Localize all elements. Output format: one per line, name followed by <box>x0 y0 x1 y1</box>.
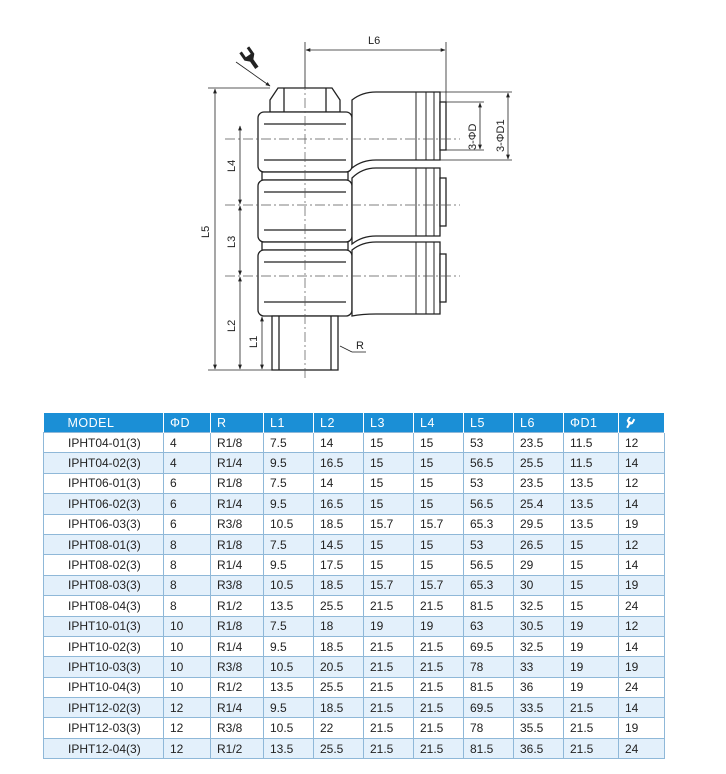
model-cell: IPHT06-02(3) <box>44 494 164 514</box>
table-row <box>44 494 665 514</box>
value-cell: 7.5 <box>264 616 314 636</box>
value-cell: 18.5 <box>314 514 364 534</box>
value-cell: 21.5 <box>564 738 619 758</box>
value-cell: 12 <box>164 738 211 758</box>
value-cell: 8 <box>164 534 211 554</box>
value-cell: 8 <box>164 575 211 595</box>
value-cell: 21.5 <box>364 596 414 616</box>
table-row <box>44 453 665 473</box>
table-row <box>44 616 665 636</box>
value-cell: R1/4 <box>211 453 264 473</box>
value-cell: 23.5 <box>514 433 564 453</box>
value-cell: R1/8 <box>211 433 264 453</box>
model-cell: IPHT08-04(3) <box>44 596 164 616</box>
value-cell: 15 <box>564 534 619 554</box>
value-cell: 35.5 <box>514 718 564 738</box>
value-cell: 7.5 <box>264 534 314 554</box>
table-row <box>44 534 665 554</box>
model-cell: IPHT12-02(3) <box>44 698 164 718</box>
value-cell: 20.5 <box>314 657 364 677</box>
value-cell: 19 <box>364 616 414 636</box>
value-cell: R1/8 <box>211 473 264 493</box>
value-cell: 78 <box>464 657 514 677</box>
value-cell: 25.5 <box>314 738 364 758</box>
value-cell: 15 <box>414 433 464 453</box>
model-cell: IPHT10-03(3) <box>44 657 164 677</box>
label-l6: L6 <box>368 35 381 47</box>
value-cell: 21.5 <box>564 698 619 718</box>
value-cell: 19 <box>619 514 665 534</box>
value-cell: 14 <box>314 433 364 453</box>
value-cell: 18.5 <box>314 698 364 718</box>
value-cell: 18 <box>314 616 364 636</box>
value-cell: 81.5 <box>464 677 514 697</box>
wrench-icon <box>625 417 637 429</box>
value-cell: 12 <box>619 534 665 554</box>
value-cell: 69.5 <box>464 636 514 656</box>
value-cell: 21.5 <box>414 677 464 697</box>
value-cell: 12 <box>164 718 211 738</box>
value-cell: 23.5 <box>514 473 564 493</box>
table-row <box>44 575 665 595</box>
label-l1: L1 <box>248 335 260 348</box>
value-cell: 18.5 <box>314 575 364 595</box>
table-row <box>44 555 665 575</box>
value-cell: R1/4 <box>211 698 264 718</box>
model-cell: IPHT04-01(3) <box>44 433 164 453</box>
value-cell: 15.7 <box>364 575 414 595</box>
model-cell: IPHT08-03(3) <box>44 575 164 595</box>
value-cell: 19 <box>564 657 619 677</box>
value-cell: R3/8 <box>211 575 264 595</box>
value-cell: 21.5 <box>414 698 464 718</box>
model-cell: IPHT08-01(3) <box>44 534 164 554</box>
model-cell: IPHT12-03(3) <box>44 718 164 738</box>
value-cell: 21.5 <box>364 698 414 718</box>
table-row <box>44 698 665 718</box>
value-cell: R1/4 <box>211 555 264 575</box>
label-l3: L3 <box>226 235 238 248</box>
header-cell: L2 <box>314 413 364 433</box>
table-row <box>44 433 665 453</box>
value-cell: 19 <box>564 636 619 656</box>
label-l2: L2 <box>226 319 238 332</box>
value-cell: 10 <box>164 636 211 656</box>
value-cell: 15 <box>564 575 619 595</box>
value-cell: 11.5 <box>564 433 619 453</box>
value-cell: 33 <box>514 657 564 677</box>
value-cell: 14.5 <box>314 534 364 554</box>
value-cell: R1/2 <box>211 677 264 697</box>
value-cell: 21.5 <box>364 636 414 656</box>
value-cell: 18.5 <box>314 636 364 656</box>
value-cell: 15 <box>414 473 464 493</box>
table-header-row <box>44 413 665 433</box>
label-phi-d: 3-ΦD <box>467 123 479 150</box>
value-cell: 19 <box>619 575 665 595</box>
value-cell: 10.5 <box>264 575 314 595</box>
value-cell: 24 <box>619 738 665 758</box>
value-cell: 13.5 <box>564 473 619 493</box>
value-cell: 21.5 <box>414 738 464 758</box>
label-l5: L5 <box>200 225 212 238</box>
value-cell: 6 <box>164 473 211 493</box>
value-cell: 25.5 <box>514 453 564 473</box>
model-cell: IPHT04-02(3) <box>44 453 164 473</box>
value-cell: 9.5 <box>264 698 314 718</box>
value-cell: 30.5 <box>514 616 564 636</box>
model-cell: IPHT06-03(3) <box>44 514 164 534</box>
value-cell: 25.5 <box>314 677 364 697</box>
value-cell: 13.5 <box>264 677 314 697</box>
header-cell: L6 <box>514 413 564 433</box>
table-row <box>44 677 665 697</box>
value-cell: 21.5 <box>414 657 464 677</box>
value-cell: R1/4 <box>211 636 264 656</box>
model-cell: IPHT10-01(3) <box>44 616 164 636</box>
value-cell: 10 <box>164 677 211 697</box>
value-cell: 13.5 <box>564 494 619 514</box>
value-cell: 12 <box>619 433 665 453</box>
value-cell: 14 <box>619 555 665 575</box>
value-cell: 10.5 <box>264 657 314 677</box>
value-cell: 4 <box>164 453 211 473</box>
value-cell: 56.5 <box>464 494 514 514</box>
value-cell: 30 <box>514 575 564 595</box>
value-cell: 15 <box>364 433 414 453</box>
value-cell: 53 <box>464 534 514 554</box>
value-cell: 6 <box>164 514 211 534</box>
value-cell: 12 <box>619 616 665 636</box>
value-cell: 15 <box>564 596 619 616</box>
value-cell: 14 <box>619 494 665 514</box>
header-cell: L4 <box>414 413 464 433</box>
table-row <box>44 514 665 534</box>
table-row <box>44 636 665 656</box>
header-wrench-icon <box>619 413 665 433</box>
value-cell: 56.5 <box>464 555 514 575</box>
value-cell: 10.5 <box>264 514 314 534</box>
model-cell: IPHT06-01(3) <box>44 473 164 493</box>
value-cell: 32.5 <box>514 596 564 616</box>
value-cell: R1/8 <box>211 534 264 554</box>
value-cell: 19 <box>564 677 619 697</box>
value-cell: 69.5 <box>464 698 514 718</box>
value-cell: 33.5 <box>514 698 564 718</box>
value-cell: 78 <box>464 718 514 738</box>
value-cell: 26.5 <box>514 534 564 554</box>
value-cell: 21.5 <box>364 677 414 697</box>
value-cell: R1/8 <box>211 616 264 636</box>
value-cell: R3/8 <box>211 514 264 534</box>
value-cell: 21.5 <box>364 657 414 677</box>
value-cell: 8 <box>164 555 211 575</box>
value-cell: 15.7 <box>364 514 414 534</box>
label-l4: L4 <box>226 159 238 172</box>
value-cell: 21.5 <box>414 718 464 738</box>
value-cell: 36.5 <box>514 738 564 758</box>
value-cell: 15.7 <box>414 514 464 534</box>
value-cell: 4 <box>164 433 211 453</box>
value-cell: 16.5 <box>314 453 364 473</box>
header-cell: L1 <box>264 413 314 433</box>
value-cell: 15 <box>364 473 414 493</box>
table-row <box>44 473 665 493</box>
value-cell: 56.5 <box>464 453 514 473</box>
value-cell: 19 <box>619 657 665 677</box>
value-cell: 32.5 <box>514 636 564 656</box>
value-cell: 9.5 <box>264 555 314 575</box>
header-cell: ΦD1 <box>564 413 619 433</box>
value-cell: 9.5 <box>264 453 314 473</box>
spec-table <box>43 413 665 759</box>
value-cell: 81.5 <box>464 596 514 616</box>
value-cell: 13.5 <box>264 738 314 758</box>
value-cell: R3/8 <box>211 718 264 738</box>
value-cell: 7.5 <box>264 433 314 453</box>
value-cell: 14 <box>619 453 665 473</box>
value-cell: 7.5 <box>264 473 314 493</box>
table-row <box>44 738 665 758</box>
value-cell: 15 <box>364 494 414 514</box>
table-row <box>44 718 665 738</box>
value-cell: 8 <box>164 596 211 616</box>
value-cell: 9.5 <box>264 494 314 514</box>
value-cell: R1/4 <box>211 494 264 514</box>
value-cell: 65.3 <box>464 514 514 534</box>
fitting-body <box>258 88 446 370</box>
header-cell: L3 <box>364 413 414 433</box>
value-cell: 53 <box>464 473 514 493</box>
table-row <box>44 596 665 616</box>
value-cell: 10 <box>164 657 211 677</box>
value-cell: 21.5 <box>364 718 414 738</box>
value-cell: 25.5 <box>314 596 364 616</box>
header-cell: ΦD <box>164 413 211 433</box>
value-cell: 6 <box>164 494 211 514</box>
value-cell: 19 <box>564 616 619 636</box>
model-cell: IPHT08-02(3) <box>44 555 164 575</box>
value-cell: 25.4 <box>514 494 564 514</box>
value-cell: 19 <box>414 616 464 636</box>
header-cell: MODEL <box>44 413 164 433</box>
value-cell: 53 <box>464 433 514 453</box>
value-cell: 17.5 <box>314 555 364 575</box>
model-cell: IPHT12-04(3) <box>44 738 164 758</box>
value-cell: 13.5 <box>264 596 314 616</box>
value-cell: 10 <box>164 616 211 636</box>
value-cell: 21.5 <box>564 718 619 738</box>
value-cell: 21.5 <box>364 738 414 758</box>
value-cell: R3/8 <box>211 657 264 677</box>
header-cell: L5 <box>464 413 514 433</box>
value-cell: 15 <box>414 453 464 473</box>
value-cell: 65.3 <box>464 575 514 595</box>
value-cell: 15 <box>364 555 414 575</box>
value-cell: 15.7 <box>414 575 464 595</box>
model-cell: IPHT10-02(3) <box>44 636 164 656</box>
value-cell: 29 <box>514 555 564 575</box>
value-cell: 24 <box>619 596 665 616</box>
value-cell: 21.5 <box>414 596 464 616</box>
value-cell: 14 <box>619 698 665 718</box>
value-cell: 29.5 <box>514 514 564 534</box>
header-cell: R <box>211 413 264 433</box>
value-cell: 11.5 <box>564 453 619 473</box>
value-cell: 12 <box>619 473 665 493</box>
value-cell: 15 <box>414 555 464 575</box>
wrench-icon <box>239 46 261 71</box>
value-cell: 14 <box>619 636 665 656</box>
value-cell: 63 <box>464 616 514 636</box>
value-cell: 9.5 <box>264 636 314 656</box>
value-cell: R1/2 <box>211 738 264 758</box>
value-cell: 15 <box>414 534 464 554</box>
value-cell: 15 <box>364 534 414 554</box>
model-cell: IPHT10-04(3) <box>44 677 164 697</box>
value-cell: 24 <box>619 677 665 697</box>
value-cell: 81.5 <box>464 738 514 758</box>
value-cell: 36 <box>514 677 564 697</box>
value-cell: 22 <box>314 718 364 738</box>
value-cell: 15 <box>364 453 414 473</box>
value-cell: 21.5 <box>414 636 464 656</box>
value-cell: 16.5 <box>314 494 364 514</box>
table-body <box>44 433 665 759</box>
value-cell: 10.5 <box>264 718 314 738</box>
value-cell: R1/2 <box>211 596 264 616</box>
value-cell: 15 <box>414 494 464 514</box>
value-cell: 19 <box>619 718 665 738</box>
value-cell: 13.5 <box>564 514 619 534</box>
label-phi-d1: 3-ΦD1 <box>495 119 507 152</box>
table-row <box>44 657 665 677</box>
value-cell: 15 <box>564 555 619 575</box>
value-cell: 12 <box>164 698 211 718</box>
value-cell: 14 <box>314 473 364 493</box>
label-r: R <box>356 340 364 352</box>
